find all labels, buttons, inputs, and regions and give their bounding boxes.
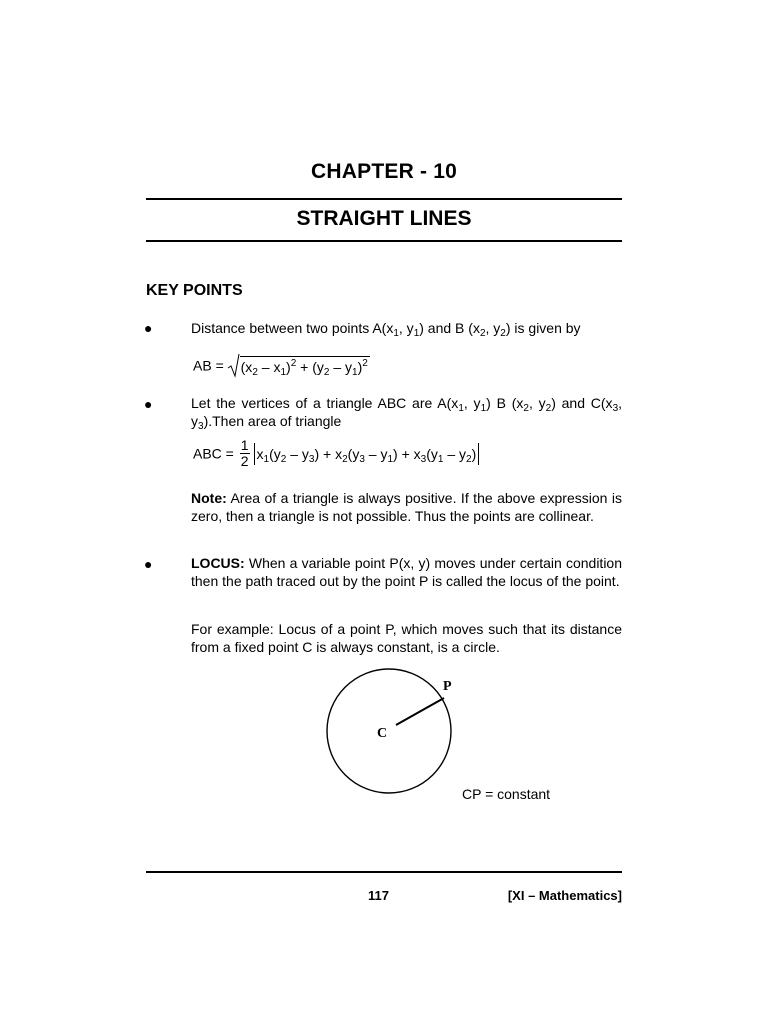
abs-bar-right xyxy=(478,443,479,465)
title-bottom-rule xyxy=(146,240,622,242)
formula-lhs: AB = xyxy=(193,357,224,374)
distance-text: Distance between two points $A(x_1$, $y_1$) and B ($x_2$, $y_2$) is given by xyxy=(191,320,581,339)
bullet-distance: ● xyxy=(144,320,153,336)
radicand: $(x_2 - x_1)^2 + (y_2 - y_1)^2$ xyxy=(240,358,368,378)
point-c-label: C xyxy=(377,726,388,741)
note-paragraph xyxy=(191,489,622,525)
page-number: 117 xyxy=(368,888,389,903)
bullet-triangle: ● xyxy=(144,396,153,412)
chapter-title: STRAIGHT LINES xyxy=(296,207,472,230)
book-name: [XI – Mathematics] xyxy=(507,888,622,903)
area-formula xyxy=(193,438,481,469)
example-paragraph: For example: Locus of a point P, which moves such that its distance from a fixed point C is always constant, is a circle. xyxy=(191,621,622,655)
footer-rule xyxy=(146,871,622,873)
locus-text: When a variable point P(x, y) moves under certain condition then the path traced out by the point P is called the locus of the point. xyxy=(191,555,622,589)
title-top-rule xyxy=(146,198,622,200)
note-label: Note: xyxy=(191,490,227,506)
radius-cp xyxy=(396,698,444,725)
distance-formula xyxy=(193,356,370,380)
locus-paragraph xyxy=(191,554,622,590)
point-p-label: P xyxy=(443,679,452,694)
one-half-fraction: $\frac{1}{2}$ xyxy=(240,437,249,469)
square-root xyxy=(228,356,370,378)
bullet-locus: ● xyxy=(144,556,153,572)
locus-circle-figure xyxy=(322,660,462,805)
chapter-number: CHAPTER - 10 xyxy=(311,160,457,183)
figure-caption: CP = constant xyxy=(462,786,551,802)
triangle-text: Let the vertices of a triangle ABC are $A(x_1$, $y_1$) B ($x_2$, $y_2$) and $C(x_3$, $y_3).Then$ area of triangle xyxy=(191,395,623,432)
radical-sign-icon xyxy=(228,354,240,378)
formula-lhs: ABC = xyxy=(193,445,234,462)
locus-label: LOCUS: xyxy=(191,555,245,571)
locus-circle xyxy=(327,669,451,793)
note-text: Area of a triangle is always positive. If the above expression is zero, then a triangle is not possible. Thus the points are collinear. xyxy=(191,490,622,524)
abs-bar-left xyxy=(254,443,255,465)
key-points-heading: KEY POINTS xyxy=(146,282,243,299)
area-expression: $x_1(y_2 - y_3) + x_2(y_3 - y_1) + x_3(y_1 - y_2)$ xyxy=(256,445,477,465)
